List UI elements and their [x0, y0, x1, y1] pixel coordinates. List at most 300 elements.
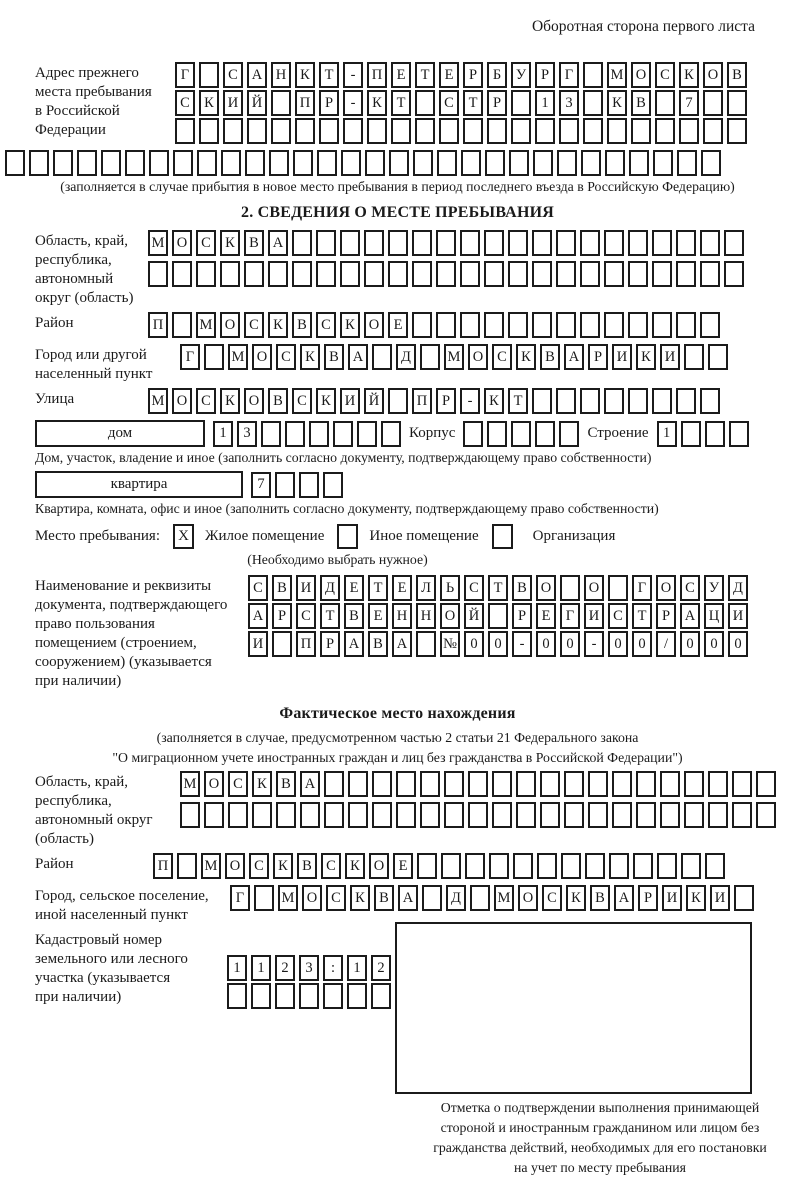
- char-cell[interactable]: [299, 472, 319, 498]
- char-cell[interactable]: Р: [512, 603, 532, 629]
- char-cell[interactable]: Н: [271, 62, 291, 88]
- char-cell[interactable]: Е: [536, 603, 556, 629]
- char-cell[interactable]: [633, 853, 653, 879]
- char-cell[interactable]: [319, 118, 339, 144]
- char-cell[interactable]: [556, 230, 576, 256]
- char-cell[interactable]: [396, 802, 416, 828]
- char-cell[interactable]: [655, 118, 675, 144]
- char-cell[interactable]: Е: [344, 575, 364, 601]
- char-cell[interactable]: К: [679, 62, 699, 88]
- char-cell[interactable]: [220, 261, 240, 287]
- char-cell[interactable]: М: [278, 885, 298, 911]
- char-cell[interactable]: И: [662, 885, 682, 911]
- char-cell[interactable]: [364, 261, 384, 287]
- char-cell[interactable]: [292, 230, 312, 256]
- char-cell[interactable]: В: [540, 344, 560, 370]
- char-cell[interactable]: [343, 118, 363, 144]
- char-cell[interactable]: Р: [638, 885, 658, 911]
- char-cell[interactable]: О: [220, 312, 240, 338]
- char-cell[interactable]: [180, 802, 200, 828]
- char-cell[interactable]: М: [201, 853, 221, 879]
- char-cell[interactable]: [583, 90, 603, 116]
- char-cell[interactable]: К: [300, 344, 320, 370]
- char-cell[interactable]: [559, 421, 579, 447]
- char-cell[interactable]: [463, 118, 483, 144]
- char-cell[interactable]: [652, 261, 672, 287]
- char-cell[interactable]: М: [494, 885, 514, 911]
- char-cell[interactable]: [533, 150, 553, 176]
- char-cell[interactable]: [679, 118, 699, 144]
- char-cell[interactable]: [199, 62, 219, 88]
- char-cell[interactable]: [604, 388, 624, 414]
- char-cell[interactable]: А: [247, 62, 267, 88]
- char-cell[interactable]: [5, 150, 25, 176]
- char-cell[interactable]: С: [223, 62, 243, 88]
- char-cell[interactable]: А: [680, 603, 700, 629]
- char-cell[interactable]: :: [323, 955, 343, 981]
- char-cell[interactable]: [389, 150, 409, 176]
- char-cell[interactable]: [585, 853, 605, 879]
- char-cell[interactable]: [365, 150, 385, 176]
- char-cell[interactable]: [272, 631, 292, 657]
- char-cell[interactable]: [101, 150, 121, 176]
- char-cell[interactable]: [251, 983, 271, 1009]
- char-cell[interactable]: [511, 90, 531, 116]
- char-cell[interactable]: К: [516, 344, 536, 370]
- char-cell[interactable]: [441, 853, 461, 879]
- char-cell[interactable]: [29, 150, 49, 176]
- char-cell[interactable]: Н: [392, 603, 412, 629]
- char-cell[interactable]: [348, 771, 368, 797]
- char-cell[interactable]: [53, 150, 73, 176]
- char-cell[interactable]: [367, 118, 387, 144]
- char-cell[interactable]: 0: [704, 631, 724, 657]
- char-cell[interactable]: [484, 261, 504, 287]
- char-cell[interactable]: [756, 802, 776, 828]
- char-cell[interactable]: 0: [728, 631, 748, 657]
- char-cell[interactable]: [341, 150, 361, 176]
- char-cell[interactable]: [705, 853, 725, 879]
- char-cell[interactable]: [223, 118, 243, 144]
- char-cell[interactable]: [684, 344, 704, 370]
- char-cell[interactable]: [292, 261, 312, 287]
- char-cell[interactable]: О: [172, 388, 192, 414]
- char-cell[interactable]: Т: [391, 90, 411, 116]
- char-cell[interactable]: 0: [536, 631, 556, 657]
- char-cell[interactable]: [244, 261, 264, 287]
- char-cell[interactable]: [660, 771, 680, 797]
- char-cell[interactable]: [508, 312, 528, 338]
- char-cell[interactable]: [732, 802, 752, 828]
- char-cell[interactable]: А: [392, 631, 412, 657]
- char-cell[interactable]: К: [566, 885, 586, 911]
- char-cell[interactable]: В: [244, 230, 264, 256]
- char-cell[interactable]: Р: [272, 603, 292, 629]
- char-cell[interactable]: [412, 230, 432, 256]
- char-cell[interactable]: [199, 118, 219, 144]
- char-cell[interactable]: [149, 150, 169, 176]
- char-cell[interactable]: [734, 885, 754, 911]
- char-cell[interactable]: [125, 150, 145, 176]
- char-cell[interactable]: [269, 150, 289, 176]
- char-cell[interactable]: Т: [415, 62, 435, 88]
- char-cell[interactable]: А: [268, 230, 288, 256]
- char-cell[interactable]: К: [220, 388, 240, 414]
- char-cell[interactable]: Г: [559, 62, 579, 88]
- char-cell[interactable]: Т: [368, 575, 388, 601]
- char-cell[interactable]: Р: [319, 90, 339, 116]
- char-cell[interactable]: [511, 421, 531, 447]
- char-cell[interactable]: [727, 118, 747, 144]
- char-cell[interactable]: [460, 230, 480, 256]
- char-cell[interactable]: [628, 261, 648, 287]
- char-cell[interactable]: [588, 802, 608, 828]
- char-cell[interactable]: [677, 150, 697, 176]
- char-cell[interactable]: [636, 771, 656, 797]
- char-cell[interactable]: [396, 771, 416, 797]
- char-cell[interactable]: Е: [439, 62, 459, 88]
- char-cell[interactable]: [227, 983, 247, 1009]
- char-cell[interactable]: [372, 802, 392, 828]
- char-cell[interactable]: М: [228, 344, 248, 370]
- char-cell[interactable]: [756, 771, 776, 797]
- char-cell[interactable]: [348, 802, 368, 828]
- kvartira-type-box[interactable]: квартира: [35, 471, 243, 498]
- char-cell[interactable]: К: [268, 312, 288, 338]
- char-cell[interactable]: [681, 421, 701, 447]
- char-cell[interactable]: [371, 983, 391, 1009]
- char-cell[interactable]: [580, 230, 600, 256]
- char-cell[interactable]: [173, 150, 193, 176]
- char-cell[interactable]: Т: [320, 603, 340, 629]
- char-cell[interactable]: С: [249, 853, 269, 879]
- char-cell[interactable]: К: [686, 885, 706, 911]
- char-cell[interactable]: [604, 230, 624, 256]
- char-cell[interactable]: [381, 421, 401, 447]
- char-cell[interactable]: [559, 118, 579, 144]
- char-cell[interactable]: В: [368, 631, 388, 657]
- char-cell[interactable]: [652, 388, 672, 414]
- char-cell[interactable]: М: [148, 230, 168, 256]
- char-cell[interactable]: Р: [320, 631, 340, 657]
- char-cell[interactable]: [676, 388, 696, 414]
- char-cell[interactable]: И: [660, 344, 680, 370]
- char-cell[interactable]: П: [153, 853, 173, 879]
- char-cell[interactable]: [148, 261, 168, 287]
- char-cell[interactable]: [612, 802, 632, 828]
- char-cell[interactable]: [492, 771, 512, 797]
- char-cell[interactable]: 0: [680, 631, 700, 657]
- char-cell[interactable]: Р: [487, 90, 507, 116]
- char-cell[interactable]: [175, 118, 195, 144]
- char-cell[interactable]: С: [316, 312, 336, 338]
- char-cell[interactable]: [285, 421, 305, 447]
- char-cell[interactable]: [340, 261, 360, 287]
- char-cell[interactable]: [416, 631, 436, 657]
- char-cell[interactable]: Т: [632, 603, 652, 629]
- char-cell[interactable]: М: [196, 312, 216, 338]
- inoe-checkbox[interactable]: [337, 524, 358, 549]
- char-cell[interactable]: [564, 771, 584, 797]
- char-cell[interactable]: [609, 853, 629, 879]
- char-cell[interactable]: [340, 230, 360, 256]
- char-cell[interactable]: [268, 261, 288, 287]
- char-cell[interactable]: С: [292, 388, 312, 414]
- char-cell[interactable]: [364, 230, 384, 256]
- char-cell[interactable]: [261, 421, 281, 447]
- char-cell[interactable]: [316, 261, 336, 287]
- char-cell[interactable]: С: [276, 344, 296, 370]
- char-cell[interactable]: А: [248, 603, 268, 629]
- char-cell[interactable]: [275, 472, 295, 498]
- char-cell[interactable]: [684, 771, 704, 797]
- char-cell[interactable]: [580, 388, 600, 414]
- char-cell[interactable]: [628, 388, 648, 414]
- char-cell[interactable]: Р: [436, 388, 456, 414]
- char-cell[interactable]: [700, 312, 720, 338]
- char-cell[interactable]: [412, 261, 432, 287]
- char-cell[interactable]: [276, 802, 296, 828]
- char-cell[interactable]: С: [196, 388, 216, 414]
- char-cell[interactable]: [484, 312, 504, 338]
- char-cell[interactable]: 3: [237, 421, 257, 447]
- char-cell[interactable]: 7: [251, 472, 271, 498]
- char-cell[interactable]: [412, 312, 432, 338]
- char-cell[interactable]: [628, 312, 648, 338]
- char-cell[interactable]: С: [492, 344, 512, 370]
- char-cell[interactable]: [703, 118, 723, 144]
- char-cell[interactable]: [420, 771, 440, 797]
- char-cell[interactable]: С: [321, 853, 341, 879]
- char-cell[interactable]: [636, 802, 656, 828]
- char-cell[interactable]: [701, 150, 721, 176]
- char-cell[interactable]: [417, 853, 437, 879]
- char-cell[interactable]: [300, 802, 320, 828]
- char-cell[interactable]: В: [631, 90, 651, 116]
- char-cell[interactable]: 0: [488, 631, 508, 657]
- char-cell[interactable]: [560, 575, 580, 601]
- char-cell[interactable]: [415, 90, 435, 116]
- char-cell[interactable]: 2: [371, 955, 391, 981]
- char-cell[interactable]: Л: [416, 575, 436, 601]
- char-cell[interactable]: О: [631, 62, 651, 88]
- char-cell[interactable]: А: [300, 771, 320, 797]
- char-cell[interactable]: [492, 802, 512, 828]
- char-cell[interactable]: [580, 312, 600, 338]
- char-cell[interactable]: О: [244, 388, 264, 414]
- char-cell[interactable]: [372, 344, 392, 370]
- char-cell[interactable]: П: [412, 388, 432, 414]
- char-cell[interactable]: А: [344, 631, 364, 657]
- char-cell[interactable]: [415, 118, 435, 144]
- char-cell[interactable]: Й: [364, 388, 384, 414]
- char-cell[interactable]: [604, 261, 624, 287]
- char-cell[interactable]: [436, 312, 456, 338]
- char-cell[interactable]: Г: [180, 344, 200, 370]
- char-cell[interactable]: К: [199, 90, 219, 116]
- char-cell[interactable]: [444, 771, 464, 797]
- char-cell[interactable]: [439, 118, 459, 144]
- char-cell[interactable]: 1: [347, 955, 367, 981]
- char-cell[interactable]: М: [607, 62, 627, 88]
- char-cell[interactable]: 0: [632, 631, 652, 657]
- char-cell[interactable]: [347, 983, 367, 1009]
- char-cell[interactable]: [388, 261, 408, 287]
- char-cell[interactable]: К: [484, 388, 504, 414]
- char-cell[interactable]: [684, 802, 704, 828]
- char-cell[interactable]: 1: [535, 90, 555, 116]
- char-cell[interactable]: -: [460, 388, 480, 414]
- char-cell[interactable]: У: [511, 62, 531, 88]
- char-cell[interactable]: Т: [488, 575, 508, 601]
- char-cell[interactable]: [604, 312, 624, 338]
- char-cell[interactable]: [413, 150, 433, 176]
- char-cell[interactable]: [708, 344, 728, 370]
- char-cell[interactable]: Г: [175, 62, 195, 88]
- char-cell[interactable]: [561, 853, 581, 879]
- char-cell[interactable]: О: [468, 344, 488, 370]
- char-cell[interactable]: О: [440, 603, 460, 629]
- char-cell[interactable]: 1: [227, 955, 247, 981]
- char-cell[interactable]: [708, 802, 728, 828]
- char-cell[interactable]: К: [607, 90, 627, 116]
- char-cell[interactable]: 1: [657, 421, 677, 447]
- char-cell[interactable]: 3: [299, 955, 319, 981]
- char-cell[interactable]: В: [344, 603, 364, 629]
- char-cell[interactable]: Ь: [440, 575, 460, 601]
- zhiloe-checkbox[interactable]: X: [173, 524, 194, 549]
- char-cell[interactable]: [612, 771, 632, 797]
- char-cell[interactable]: В: [297, 853, 317, 879]
- char-cell[interactable]: 7: [679, 90, 699, 116]
- char-cell[interactable]: [437, 150, 457, 176]
- char-cell[interactable]: У: [704, 575, 724, 601]
- char-cell[interactable]: О: [172, 230, 192, 256]
- char-cell[interactable]: [77, 150, 97, 176]
- char-cell[interactable]: [461, 150, 481, 176]
- char-cell[interactable]: [271, 90, 291, 116]
- char-cell[interactable]: И: [248, 631, 268, 657]
- char-cell[interactable]: И: [584, 603, 604, 629]
- char-cell[interactable]: [460, 312, 480, 338]
- char-cell[interactable]: [508, 230, 528, 256]
- char-cell[interactable]: [556, 388, 576, 414]
- char-cell[interactable]: [436, 230, 456, 256]
- dom-type-box[interactable]: дом: [35, 420, 205, 447]
- char-cell[interactable]: [391, 118, 411, 144]
- char-cell[interactable]: [652, 312, 672, 338]
- char-cell[interactable]: [628, 230, 648, 256]
- char-cell[interactable]: Е: [391, 62, 411, 88]
- char-cell[interactable]: О: [518, 885, 538, 911]
- char-cell[interactable]: Г: [560, 603, 580, 629]
- char-cell[interactable]: С: [175, 90, 195, 116]
- char-cell[interactable]: [485, 150, 505, 176]
- char-cell[interactable]: [540, 771, 560, 797]
- char-cell[interactable]: [605, 150, 625, 176]
- char-cell[interactable]: [372, 771, 392, 797]
- char-cell[interactable]: [172, 261, 192, 287]
- char-cell[interactable]: -: [512, 631, 532, 657]
- char-cell[interactable]: В: [512, 575, 532, 601]
- char-cell[interactable]: [556, 312, 576, 338]
- char-cell[interactable]: [700, 261, 720, 287]
- char-cell[interactable]: В: [268, 388, 288, 414]
- char-cell[interactable]: [676, 312, 696, 338]
- char-cell[interactable]: Г: [230, 885, 250, 911]
- char-cell[interactable]: [732, 771, 752, 797]
- char-cell[interactable]: [177, 853, 197, 879]
- char-cell[interactable]: [655, 90, 675, 116]
- char-cell[interactable]: 0: [464, 631, 484, 657]
- char-cell[interactable]: [532, 388, 552, 414]
- char-cell[interactable]: А: [564, 344, 584, 370]
- char-cell[interactable]: М: [180, 771, 200, 797]
- char-cell[interactable]: А: [348, 344, 368, 370]
- char-cell[interactable]: [700, 388, 720, 414]
- char-cell[interactable]: [252, 802, 272, 828]
- char-cell[interactable]: П: [296, 631, 316, 657]
- char-cell[interactable]: [245, 150, 265, 176]
- char-cell[interactable]: [652, 230, 672, 256]
- char-cell[interactable]: [556, 261, 576, 287]
- char-cell[interactable]: [629, 150, 649, 176]
- char-cell[interactable]: С: [248, 575, 268, 601]
- char-cell[interactable]: [254, 885, 274, 911]
- char-cell[interactable]: О: [584, 575, 604, 601]
- char-cell[interactable]: О: [369, 853, 389, 879]
- char-cell[interactable]: [317, 150, 337, 176]
- char-cell[interactable]: [532, 261, 552, 287]
- char-cell[interactable]: №: [440, 631, 460, 657]
- char-cell[interactable]: В: [272, 575, 292, 601]
- char-cell[interactable]: К: [295, 62, 315, 88]
- char-cell[interactable]: [388, 388, 408, 414]
- char-cell[interactable]: [357, 421, 377, 447]
- char-cell[interactable]: [588, 771, 608, 797]
- char-cell[interactable]: [676, 230, 696, 256]
- char-cell[interactable]: [535, 421, 555, 447]
- char-cell[interactable]: [487, 118, 507, 144]
- organizatsiya-checkbox[interactable]: [492, 524, 513, 549]
- char-cell[interactable]: П: [148, 312, 168, 338]
- char-cell[interactable]: [468, 802, 488, 828]
- char-cell[interactable]: [470, 885, 490, 911]
- char-cell[interactable]: [420, 802, 440, 828]
- char-cell[interactable]: [333, 421, 353, 447]
- char-cell[interactable]: [681, 853, 701, 879]
- char-cell[interactable]: -: [343, 90, 363, 116]
- char-cell[interactable]: 3: [559, 90, 579, 116]
- char-cell[interactable]: Р: [463, 62, 483, 88]
- char-cell[interactable]: [204, 344, 224, 370]
- char-cell[interactable]: [660, 802, 680, 828]
- char-cell[interactable]: -: [343, 62, 363, 88]
- char-cell[interactable]: С: [196, 230, 216, 256]
- char-cell[interactable]: О: [703, 62, 723, 88]
- char-cell[interactable]: [487, 421, 507, 447]
- char-cell[interactable]: [700, 230, 720, 256]
- char-cell[interactable]: В: [727, 62, 747, 88]
- char-cell[interactable]: [444, 802, 464, 828]
- char-cell[interactable]: [532, 230, 552, 256]
- char-cell[interactable]: [172, 312, 192, 338]
- char-cell[interactable]: [580, 261, 600, 287]
- char-cell[interactable]: [532, 312, 552, 338]
- char-cell[interactable]: К: [273, 853, 293, 879]
- char-cell[interactable]: [295, 118, 315, 144]
- char-cell[interactable]: П: [367, 62, 387, 88]
